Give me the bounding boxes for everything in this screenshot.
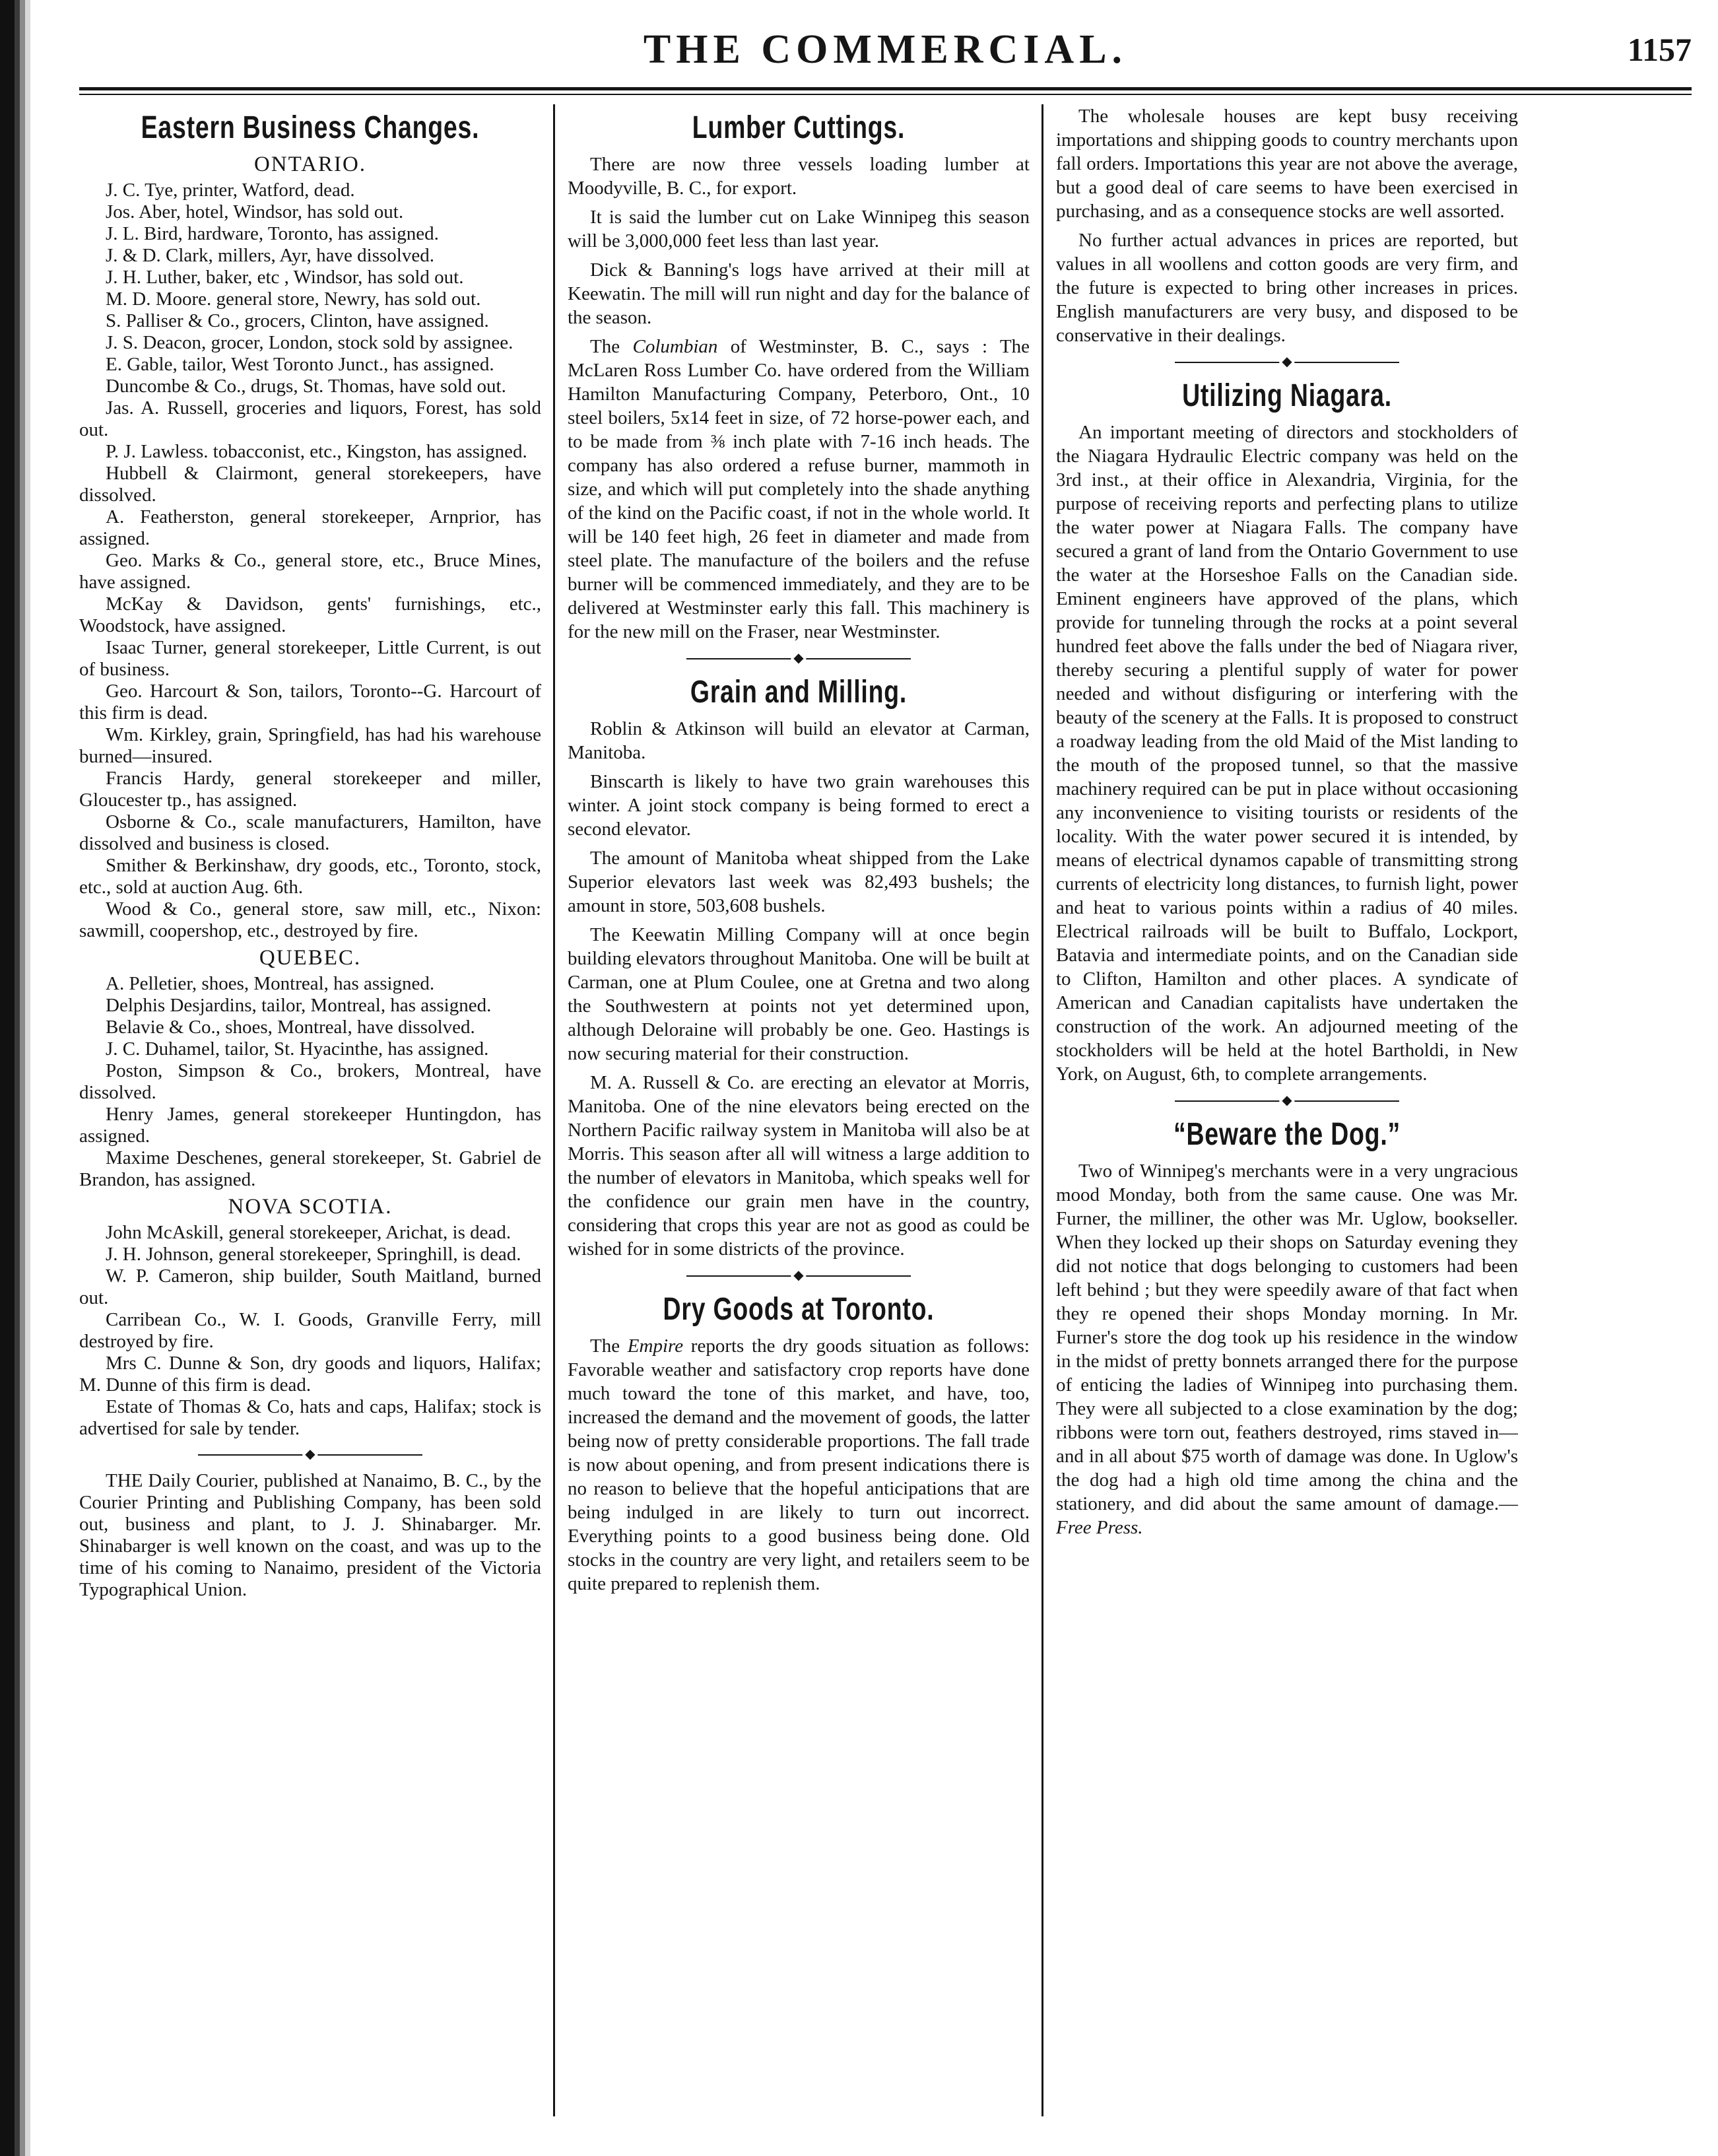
section-separator bbox=[198, 1445, 422, 1465]
heading-grain-and-milling: Grain and Milling. bbox=[690, 675, 908, 710]
list-item: Jos. Aber, hotel, Windsor, has sold out. bbox=[106, 201, 404, 222]
list-item: Jas. A. Russell, groceries and liquors, Forest, has sold out. bbox=[79, 397, 541, 440]
article-paragraph: The amount of Manitoba wheat shipped from the Lake Superior elevators last week was 82,493 bushels; the amount in store, 503,608 bushels. bbox=[568, 848, 1030, 916]
list-item: Geo. Marks & Co., general store, etc., Bruce Mines, have assigned. bbox=[79, 550, 541, 593]
page-number: 1157 bbox=[1627, 31, 1692, 68]
list-item: E. Gable, tailor, West Toronto Junct., has assigned. bbox=[106, 354, 494, 375]
list-item: Maxime Deschenes, general storekeeper, St. Gabriel de Brandon, has assigned. bbox=[79, 1147, 541, 1190]
list-item: Wood & Co., general store, saw mill, etc., Nixon: sawmill, coopershop, etc., destroyed by fire. bbox=[79, 898, 541, 941]
dog-source: Free Press. bbox=[1056, 1517, 1143, 1538]
list-item: J. S. Deacon, grocer, London, stock sold by assignee. bbox=[106, 332, 513, 353]
article-paragraph bbox=[568, 335, 1030, 644]
article-paragraph: The wholesale houses are kept busy receiving importations and shipping goods to country merchants upon fall orders. Importations this year are not above the average, but a good deal of care seems to have been exercised in purchasing, and as a consequence stocks are well assorted. bbox=[1056, 106, 1518, 222]
list-item: J. C. Duhamel, tailor, St. Hyacinthe, has assigned. bbox=[106, 1038, 489, 1060]
list-item: M. D. Moore. general store, Newry, has sold out. bbox=[106, 288, 481, 310]
list-item: J. H. Johnson, general storekeeper, Springhill, is dead. bbox=[106, 1244, 521, 1265]
subheading-ontario: ONTARIO. bbox=[253, 152, 367, 176]
article-paragraph: Dick & Banning's logs have arrived at their mill at Keewatin. The mill will run night and day for the balance of the season. bbox=[568, 259, 1030, 328]
article-paragraph bbox=[1056, 1159, 1518, 1539]
subheading-quebec: QUEBEC. bbox=[259, 946, 362, 970]
list-item: A. Pelletier, shoes, Montreal, has assigned. bbox=[106, 973, 435, 994]
list-item: J. C. Tye, printer, Watford, dead. bbox=[106, 180, 355, 201]
empire-name: Empire bbox=[627, 1335, 684, 1357]
heading-dry-goods-at-toronto: Dry Goods at Toronto. bbox=[663, 1292, 935, 1327]
heading-lumber-cuttings: Lumber Cuttings. bbox=[692, 110, 906, 145]
article-paragraph: It is said the lumber cut on Lake Winnipeg this season will be 3,000,000 feet less than last year. bbox=[568, 207, 1030, 252]
list-item: Mrs C. Dunne & Son, dry goods and liquors, Halifax; M. Dunne of this firm is dead. bbox=[79, 1353, 541, 1396]
column-rule-2 bbox=[1041, 104, 1043, 2116]
article-paragraph: Binscarth is likely to have two grain warehouses this winter. A joint stock company is being formed to erect a second elevator. bbox=[568, 771, 1030, 840]
column-rule-1 bbox=[553, 104, 555, 2116]
masthead-title: THE COMMERCIAL. bbox=[643, 27, 1128, 72]
article-paragraph: M. A. Russell & Co. are erecting an elevator at Morris, Manitoba. One of the nine elevators being erected on the Northern Pacific railway system in Manitoba will also be at Morris. This season after all will witness a large addition to the number of elevators in Manitoba, which speaks well for the confidence our grain men have in the country, considering that crops this year are not as good as could be wished for in some districts of the province. bbox=[568, 1072, 1030, 1260]
list-item: J. & D. Clark, millers, Ayr, have dissolved. bbox=[106, 245, 434, 266]
columbian-lead: The bbox=[590, 336, 620, 357]
list-item: J. L. Bird, hardware, Toronto, has assigned. bbox=[106, 223, 439, 244]
heading-utilizing-niagara: Utilizing Niagara. bbox=[1182, 378, 1392, 413]
binding-edge bbox=[0, 0, 34, 2156]
list-item: Poston, Simpson & Co., brokers, Montreal, have dissolved. bbox=[79, 1060, 541, 1103]
article-paragraph: An important meeting of directors and stockholders of the Niagara Hydraulic Electric company was held on the 3rd inst., at their office in Alexandria, Virginia, for the purpose of receiving reports and perfecting plans to utilize the water power at Niagara Falls. The company have secured a grant of land from the Ontario Government to use the water at the Horseshoe Falls on the Canadian side. Eminent engineers have approved of the plans, which provide for tunneling through the rocks at a point several hundred feet above the falls under the bed of Niagara river, thereby securing a plentiful supply of water for power needed and without disfiguring or interfering with the beauty of the scenery at the Falls. It is proposed to construct a roadway leading from the old Maid of the Mist landing to the mouth of the proposed tunnel, so that the massive machinery required can be put in place without occasioning any inconvenience to visiting tourists or residents of the locality. With the water power secured it is intended, by means of electrical dynamos capable of transmitting strong currents of electricity long distances, to furnish light, power and heat to various points within a radius of 40 miles. Electrical railroads will be built to Buffalo, Lockport, Batavia and intermediate points, and on the Canadian side to Clifton, Hamilton and other places. A syndicate of American and Canadian capitalists have undertaken the construction of the work. An adjourned meeting of the stockholders will be held at the hotel Bartholdi, in New York, on August, 6th, to complete arrangements. bbox=[1056, 422, 1518, 1085]
dog-text: Two of Winnipeg's merchants were in a very ungracious mood Monday, both from the same cause. One was Mr. Furner, the milliner, the other was Mr. Uglow, bookseller. When they locked up their shops on Saturday evening they did not notice that dogs belonging to customers had been left behind ; but they were speedily aware of that fact when they re opened their shops Monday morning. In Mr. Furner's store the dog took up his residence in the window in the midst of pretty bonnets arranged there for the purpose of enticing the ladies of Winnipeg into purchasing them. They were all subjected to a close examination by the dog; ribbons were torn out, feathers destroyed, rims staved in—and in all about $75 worth of damage was done. In Uglow's the dog had a high old time among the china and the stationery, and did about the same amount of damage.— bbox=[1056, 1161, 1518, 1514]
list-item: Carribean Co., W. I. Goods, Granville Ferry, mill destroyed by fire. bbox=[79, 1309, 541, 1352]
list-item: Wm. Kirkley, grain, Springfield, has had his warehouse burned—insured. bbox=[79, 724, 541, 767]
section-separator bbox=[686, 649, 911, 669]
article-paragraph: There are now three vessels loading lumber at Moodyville, B. C., for export. bbox=[568, 154, 1030, 199]
dry-lead: The bbox=[590, 1335, 620, 1357]
list-item: W. P. Cameron, ship builder, South Maitland, burned out. bbox=[79, 1265, 541, 1308]
masthead-rule-thin bbox=[79, 94, 1692, 95]
list-item: Delphis Desjardins, tailor, Montreal, has assigned. bbox=[106, 995, 492, 1016]
list-item: John McAskill, general storekeeper, Arichat, is dead. bbox=[106, 1222, 512, 1243]
dry-text: reports the dry goods situation as follows: Favorable weather and satisfactory crop reports have done much toward the tone of this market, and have, too, increased the demand and the movement of goods, the latter being now of pretty considerable proportions. The fall trade is now about opening, and from present indications there is no reason to believe that the hopeful anticipations that are being indulged in are likely to turn out incorrect. Everything points to a good business being done. Old stocks in the country are very light, and retailers seem to be quite prepared to replenish them. bbox=[568, 1335, 1030, 1594]
list-item: McKay & Davidson, gents' furnishings, etc., Woodstock, have assigned. bbox=[79, 593, 541, 636]
article-paragraph: Roblin & Atkinson will build an elevator at Carman, Manitoba. bbox=[568, 718, 1030, 763]
list-item: Henry James, general storekeeper Huntingdon, has assigned. bbox=[79, 1104, 541, 1147]
heading-eastern-business-changes: Eastern Business Changes. bbox=[141, 110, 480, 145]
masthead-rule-thick bbox=[79, 87, 1692, 90]
column-2 bbox=[568, 104, 1030, 2116]
list-item: P. J. Lawless. tobacconist, etc., Kingston, has assigned. bbox=[106, 441, 527, 462]
columbian-name: Columbian bbox=[632, 336, 718, 357]
article-paragraph: The Keewatin Milling Company will at once begin building elevators throughout Manitoba. One will be built at Carman, one at Plum Coulee, one at Gretna and two along the Southwestern at points not yet determined upon, although Deloraine will probably be one. Geo. Hastings is now securing material for their construction. bbox=[568, 924, 1030, 1064]
list-item: Belavie & Co., shoes, Montreal, have dissolved. bbox=[106, 1017, 475, 1038]
column-1 bbox=[79, 104, 541, 2116]
columbian-text: of Westminster, B. C., says : The McLaren Ross Lumber Co. have ordered from the William Hamilton Manufacturing Company, Peterboro, Ont., 10 steel boilers, 5x14 feet in size, of 72 horse-power each, and to be made from ⅜ inch plate with 7-16 inch heads. The company has also ordered a refuse burner, mammoth in size, and which will put completely into the shade anything of the kind on the Pacific coast, if not in the whole world. It will be 140 feet high, 26 feet in diameter and made from steel plate. The manufacture of the boilers and the refuse burner will be commenced immediately, and they are to be delivered at Westminster early this fall. This machinery is for the new mill on the Fraser, near Westminster. bbox=[568, 336, 1030, 642]
list-item: Smither & Berkinshaw, dry goods, etc., Toronto, stock, etc., sold at auction Aug. 6th. bbox=[79, 855, 541, 898]
list-item: Geo. Harcourt & Son, tailors, Toronto--G. Harcourt of this firm is dead. bbox=[79, 681, 541, 724]
column-3 bbox=[1056, 104, 1518, 2116]
list-item: Francis Hardy, general storekeeper and miller, Gloucester tp., has assigned. bbox=[79, 768, 541, 811]
list-item: Isaac Turner, general storekeeper, Little Current, is out of business. bbox=[79, 637, 541, 680]
section-separator bbox=[686, 1266, 911, 1286]
list-item: Estate of Thomas & Co, hats and caps, Halifax; stock is advertised for sale by tender. bbox=[79, 1396, 541, 1439]
list-item: Hubbell & Clairmont, general storekeepers, have dissolved. bbox=[79, 463, 541, 506]
subheading-nova-scotia: NOVA SCOTIA. bbox=[228, 1195, 393, 1219]
heading-beware-the-dog: “Beware the Dog.” bbox=[1173, 1117, 1401, 1152]
list-item: Osborne & Co., scale manufacturers, Hamilton, have dissolved and business is closed. bbox=[79, 811, 541, 854]
list-item: J. H. Luther, baker, etc , Windsor, has sold out. bbox=[106, 267, 464, 288]
section-separator bbox=[1175, 353, 1399, 372]
article-paragraph bbox=[568, 1334, 1030, 1596]
list-item: Duncombe & Co., drugs, St. Thomas, have sold out. bbox=[106, 376, 506, 397]
list-item: A. Featherston, general storekeeper, Arnprior, has assigned. bbox=[79, 506, 541, 549]
section-separator bbox=[1175, 1091, 1399, 1111]
list-item: S. Palliser & Co., grocers, Clinton, have assigned. bbox=[106, 310, 489, 331]
article-paragraph: No further actual advances in prices are reported, but values in all woollens and cotton goods are very firm, and the future is expected to bring other increases in prices. English manufacturers are very busy, and disposed to be conservative in their dealings. bbox=[1056, 230, 1518, 346]
courier-notice: THE Daily Courier, published at Nanaimo, B. C., by the Courier Printing and Publishing Company, has been sold out, business and plant, to J. J. Shinabarger. Mr. Shinabarger is well known on the coast, and was up to the time of his coming to Nanaimo, president of the Victoria Typographical Union. bbox=[79, 1470, 541, 1600]
masthead bbox=[79, 26, 1692, 86]
